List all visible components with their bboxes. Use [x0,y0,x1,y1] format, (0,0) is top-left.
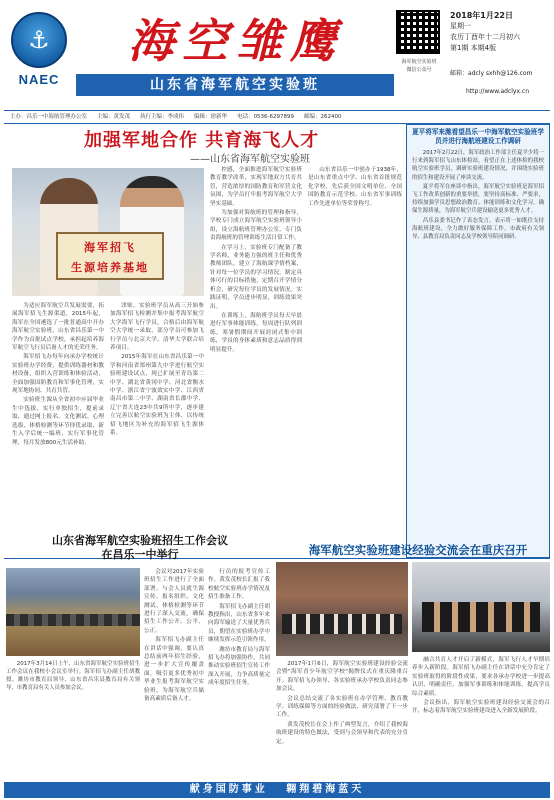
article3-paragraph: 黄发茂校长在会上作了典型发言，介绍了我校海航班建设的特色做法，受到与会领导和代表的充分肯定。 [276,721,408,745]
masthead [4,4,550,104]
sidebar-news-box [406,124,550,558]
article1-paragraph: 在训练上，海航班学员每天早晨进行军事体能训练，每周进行队列训练，寒暑假期间开展封闭式集中训练，学员的身体素质和意志品质得到明显提升。 [210,312,302,353]
publisher-sponsor: 主办：昌乐一中海航管理办公室 [10,114,88,120]
article3-photo-meeting [276,562,408,656]
article2-caption-text: 2017年3月14日上午，山东省海军航空实验班招生工作会议在我校小会议室举行。海军招飞办副主任胡教授、潍坊市教育局领导、山东省昌乐县教育局有关领导、市教育局有关人员参加会议。 [6,661,140,691]
article1-column-2 [110,302,204,528]
sidebar-paragraph: 昌乐县委书记作了表态发言，表示将一如既往支持海航班建设，全力做好服务保障工作。市政府有关领导、县教育局负责同志及学校领导陪同调研。 [412,217,544,241]
footer-slogan-right: 翱翔碧海蓝天 [286,784,365,795]
article2-paragraph: 海军招飞办副主任胡教授指出，山东省多年来向海军输送了大量优秀兵员，期望在实验班办学中继续发挥示范引领作用。 [208,603,270,644]
anchor-emblem-icon [11,12,67,68]
article2-title-line-2: 在昌乐一中举行 [101,548,179,561]
article1-paragraph: 为适应海军航空兵发展需要，拓展海军招飞生源渠道，2015年起，海军在全国遴选了一批普通高中开办海军航空实验班，山东省昌乐第一中学作为首批试点学校，承担起培养海军航空飞行员后备人才的光荣任务。 [12,303,104,352]
naec-logo [8,12,70,94]
article3-column-2 [412,656,550,778]
qr-caption-line-1: 海军航空实验班 [401,59,437,65]
article3-photo-conference [412,562,550,652]
email-line [450,68,554,79]
footer-slogan-left: 献身国防事业 [189,784,268,795]
article2-column-1 [144,568,204,778]
article2-caption [6,660,140,778]
article3-title: 海军航空实验班建设经验交流会在重庆召开 [308,543,528,557]
article3-paragraph: 会议总结交流了各实验班在办学管理、教育教学、训练保障等方面的经验做法，研究部署了下一步工作。 [276,695,408,719]
article3-paragraph: 融合共育人才开启了新模式，海军飞行人才早期培养步入新阶段。海军招飞办副主任在讲话中充分肯定了实验班取得的阶段性成果，要求各承办学校进一步提高认识、明确责任，加强军事训练和体能训练，提高学员综合素质。 [412,657,550,697]
sidebar-news-body [412,149,544,241]
publisher-info-line [4,110,550,124]
sidebar-paragraph: 夏平将军在座谈中指出，海军航空实验班是海军招飞工作改革创新的重要举措，要坚持高标准、严要求，持续加强学员思想政治教育、体能训练和文化学习，确保生源质量，为海军航空兵建设输送更多优秀人才。 [412,183,544,215]
article1-paragraph: 海军招飞办每年向承办学校统计实验班办学经费，提供训练器材和教材设备，组织入营训练和体验活动，全面加强国防教育和军事化管理，实现军地协同、共育共管。 [12,354,104,395]
article2-paragraph: 潍坊市教育局与海军招飞办将加强协作，共同推动实验班招生宣传工作深入开展，力争高质量完成年度招生任务。 [208,646,270,687]
publisher-copy-editor: 编辑：徐新华 [194,114,228,120]
article2-paragraph: 会议对2017年实验班招生工作进行了全面部署。与会人员就生源宣传、报名组织、文化测试、体格检测等环节进行了深入交流，确保招生工作公开、公平、公正。 [144,569,204,634]
article1-paragraph: 为加强对海航班的管理和指导，学校专门成立海军航空实验班领导小组，设立海航班管理办公室，专门负责海航班的管理训练生活日常工作。 [210,210,302,242]
article1-column-1 [12,302,104,528]
article3-paragraph: 会议指出，海军航空实验班建设经验交流会的召开，标志着海军航空实验班建设进入全新发展阶段。 [412,700,550,715]
article1-column-4 [308,166,402,526]
publisher-executive-editor: 执行主编：李成伟 [140,114,185,120]
photo-plaque [56,232,164,280]
article2-paragraph: 海军招飞办副主任在讲话中强调，要认真总结前两年招生经验，进一步扩大宣传覆盖面，吸引更多优秀初中毕业生报考海军航空实验班，为海军航空兵储备高素质后备人才。 [144,637,204,703]
article1-paragraph: 2015年海军在山东省昌乐第一中学和河南省郑州第九中学进行航空实验班建设试点，现已扩展至青岛第二中学、湖北省黄冈中学、河北省衡水中学、浙江省宁波效实中学、江西省南昌市第二中学、湖南省长郡中学、辽宁省大连23中共9所中学，逐步建立完善以航空实验班为主体、以传统招飞地区为补充的海军招飞生源体系。 [110,354,204,437]
logo-text: NAEC [18,72,60,87]
publisher-editor: 主编：黄发茂 [97,114,131,120]
issue-lunar-date: 农历丁酉年十二月初六 [450,33,520,41]
article2-title-line-1: 山东省海军航空实验班招生工作会议 [52,534,228,547]
article1-byline: ——山东省海军航空实验班 [190,154,310,165]
website-link[interactable]: http://www.adclyx.cn [466,88,530,95]
qr-code-icon[interactable] [396,10,440,54]
qr-caption [388,58,450,74]
sidebar-news-title: 夏平将军来潍看望昌乐一中海军航空实验班学员并进行海航班建设工作调研 [412,128,544,145]
issue-date: 2018年1月22日 [450,11,513,20]
article1-paragraph: 控感，全面推进海军航空实验班教育教学改革，实现军地双方共育共管，营造浓厚的国防教育和军营文化氛围，为学员打牢报考海军航空大学坚实基础。 [210,167,302,207]
article3-paragraph: 2017年1月6日，海军航空实验班建设经验交流会暨"海军青少年航空学校"揭牌仪式在重庆隆重召开。海军招飞办领导、各实验班承办学校负责同志参加会议。 [276,661,408,693]
article1-column-3 [210,166,302,526]
article1-photo [12,168,204,296]
publisher-phone: 电话：0536-6297899 [237,114,295,120]
article2-paragraph: 行员的报考宣传工作。黄发茂校长汇报了我校航空实验班办学情况及招生准备工作。 [208,569,270,601]
article3-column-1 [276,660,408,778]
plaque-line-1: 海军招飞 [84,241,136,254]
qr-caption-line-2: 微信公众号 [406,67,432,73]
newspaper-title: 海空雏鹰 [128,14,344,68]
publisher-postcode: 邮编：262400 [304,114,342,120]
article1-paragraph: 实验班生源从全省初中应届毕业生中选拔，实行单独招生，提前录取，通过网上报名、文化测试、心理选拔、体格检测等环节择优录取，新生入学后统一编班，实行军事化管理，每月发放800元生活补助。 [12,397,104,446]
footer-slogan-bar [4,782,550,798]
plaque-line-2: 生源培养基地 [71,261,149,274]
issue-number: 第1期 本期4版 [450,44,497,52]
article2-column-2 [208,568,270,778]
sidebar-paragraph: 2017年2月22日，海军政治工作部主任夏平少将一行来到海军招飞山东体检站，看望正在上述体检的我校航空实验班学员，调研实验班建设情况，并围绕实验班的招生和建设开展了座谈交流。 [412,150,544,181]
email-link[interactable]: adcly sxhh@126.com [468,70,533,77]
article2-photo [6,568,140,656]
newspaper-subtitle: 山东省海军航空实验班 [76,74,394,96]
article1-paragraph: 山东省昌乐一中创办于1938年，是山东省重点中学、山东省首批规范化学校，先后获全国文明单位、全国国防教育示范学校、山东省军事训练工作先进单位等荣誉称号。 [308,167,402,207]
issue-info [450,10,550,95]
article1-paragraph: 津贴。实验班学员从高三开始参加海军招飞检测并集中报考海军航空大学海军飞行学员，合格后由海军航空大学统一录取，部分学员可参加飞行学员与北京大学、清华大学联合培养项目。 [110,303,204,352]
email-label: 邮箱： [450,70,469,77]
issue-weekday: 星期一 [450,22,471,30]
article1-headline: 加强军地合作 共育海飞人才 [84,130,320,151]
article2-title [30,534,250,562]
article1-paragraph: 在学习上，实验班专门配备了教学名师，业务能力强的班主任和优秀教师团队。建立了海航课学情档案，针对每一位学员的学习情况，制定具体可行的目标措施，定期召开学情分析会，研究每位学员的发展情况。实践证明，学员进步明显，训练效果突出。 [210,244,302,310]
